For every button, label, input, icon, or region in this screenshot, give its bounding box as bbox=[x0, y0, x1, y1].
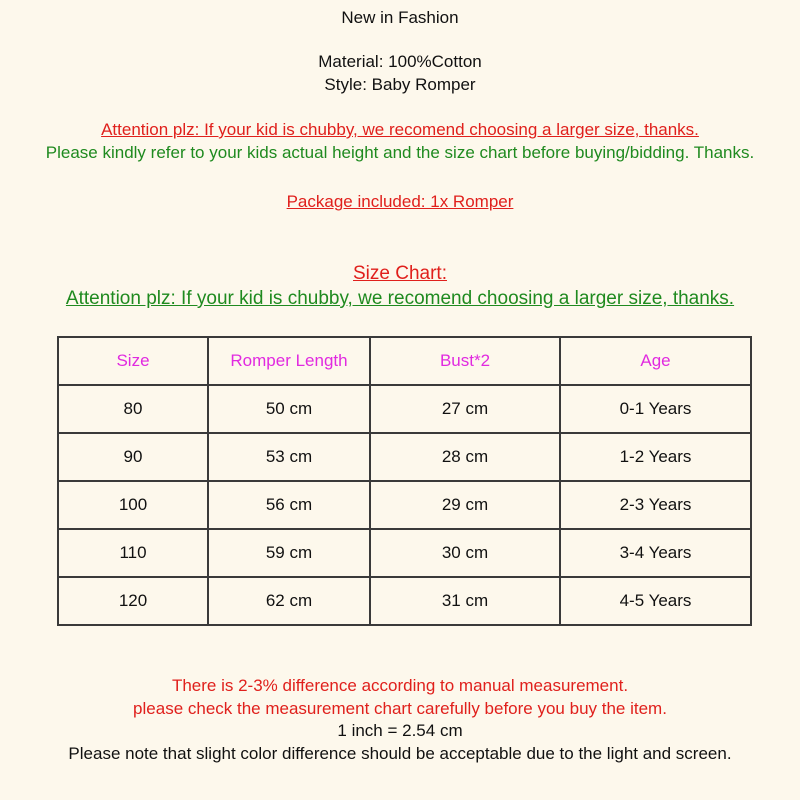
size-chart-attention: Attention plz: If your kid is chubby, we recomend choosing a larger size, thanks. bbox=[65, 288, 735, 309]
size-chart-heading: Size Chart: bbox=[353, 263, 447, 284]
table-row bbox=[58, 385, 751, 433]
color-note: Please note that slight color difference should be acceptable due to the light and screen. bbox=[68, 744, 732, 763]
cell-bust: 28 cm bbox=[370, 433, 560, 481]
attention-notice: Attention plz: If your kid is chubby, we recomend choosing a larger size, thanks. bbox=[101, 120, 699, 139]
cell-romper-length: 56 cm bbox=[208, 481, 370, 529]
column-header-size: Size bbox=[58, 337, 208, 385]
check-note: please check the measurement chart carefully before you buy the item. bbox=[133, 699, 667, 718]
cell-age: 1-2 Years bbox=[560, 433, 751, 481]
package-notice: Package included: 1x Romper bbox=[286, 192, 514, 211]
table-row bbox=[58, 433, 751, 481]
table-row bbox=[58, 481, 751, 529]
cell-bust: 27 cm bbox=[370, 385, 560, 433]
difference-note: There is 2-3% difference according to manual measurement. bbox=[171, 676, 629, 695]
cell-romper-length: 59 cm bbox=[208, 529, 370, 577]
column-header-romper-length: Romper Length bbox=[208, 337, 370, 385]
cell-size: 110 bbox=[58, 529, 208, 577]
cell-romper-length: 50 cm bbox=[208, 385, 370, 433]
table-header-row bbox=[58, 337, 751, 385]
cell-size: 90 bbox=[58, 433, 208, 481]
inch-conversion: 1 inch = 2.54 cm bbox=[337, 721, 463, 740]
cell-size: 80 bbox=[58, 385, 208, 433]
cell-bust: 30 cm bbox=[370, 529, 560, 577]
size-chart-table bbox=[57, 336, 752, 626]
style-line: Style: Baby Romper bbox=[324, 75, 476, 94]
cell-size: 100 bbox=[58, 481, 208, 529]
cell-romper-length: 53 cm bbox=[208, 433, 370, 481]
refer-notice: Please kindly refer to your kids actual height and the size chart before buying/bidding. Thanks. bbox=[45, 143, 755, 162]
cell-size: 120 bbox=[58, 577, 208, 625]
column-header-bust: Bust*2 bbox=[370, 337, 560, 385]
column-header-age: Age bbox=[560, 337, 751, 385]
material-line: Material: 100%Cotton bbox=[318, 52, 482, 71]
cell-age: 2-3 Years bbox=[560, 481, 751, 529]
cell-age: 0-1 Years bbox=[560, 385, 751, 433]
cell-age: 4-5 Years bbox=[560, 577, 751, 625]
cell-age: 3-4 Years bbox=[560, 529, 751, 577]
cell-bust: 29 cm bbox=[370, 481, 560, 529]
cell-romper-length: 62 cm bbox=[208, 577, 370, 625]
table-row bbox=[58, 529, 751, 577]
cell-bust: 31 cm bbox=[370, 577, 560, 625]
table-row bbox=[58, 577, 751, 625]
page-title: New in Fashion bbox=[341, 8, 459, 27]
